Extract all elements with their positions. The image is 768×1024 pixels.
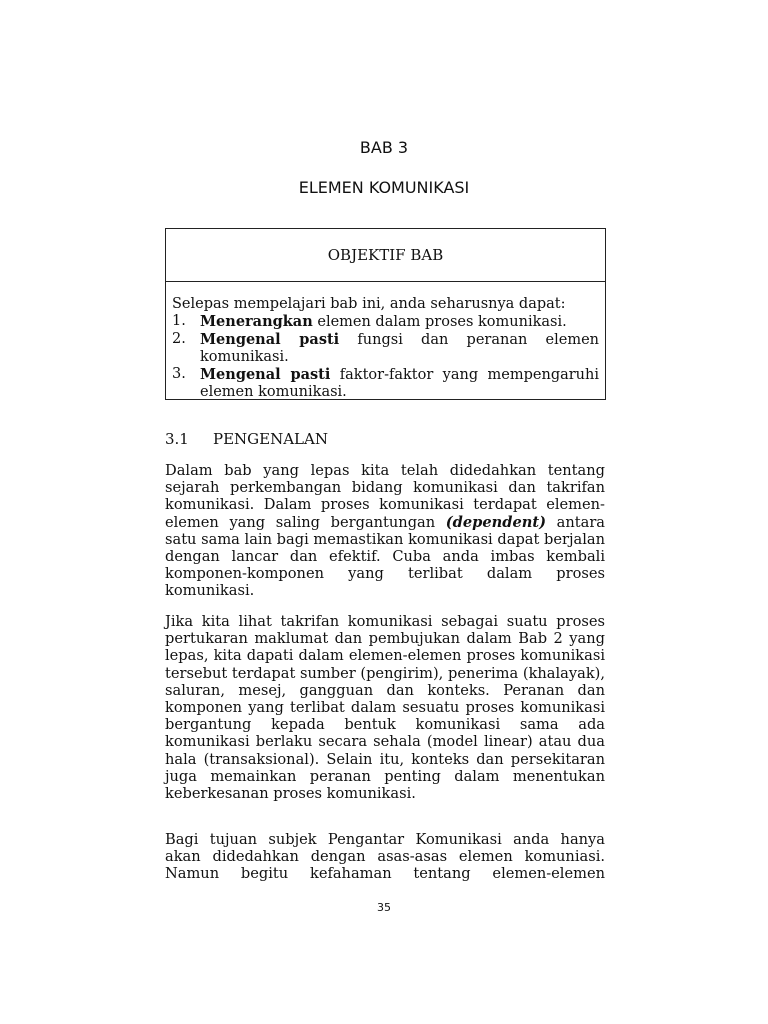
objectives-intro: Selepas mempelajari bab ini, anda seharusnya dapat: (172, 296, 566, 312)
objectives-box (165, 228, 606, 400)
section-heading (165, 430, 328, 448)
objective-verb: Mengenal pasti (200, 366, 331, 383)
chapter-title: ELEMEN KOMUNIKASI (298, 178, 470, 197)
objectives-list (172, 313, 599, 401)
objective-number: 3. (172, 366, 186, 382)
objective-number: 1. (172, 313, 186, 329)
section-title: PENGENALAN (213, 430, 328, 448)
objective-text (200, 313, 599, 331)
objective-item (172, 313, 599, 331)
objective-verb: Mengenal pasti (200, 331, 340, 348)
objective-rest: fungsi dan peranan elemen komunikasi. (200, 332, 599, 365)
paragraph-1-part-b: antara satu sama lain bagi memastikan komunikasi dapat berjalan dengan lancar dan efektif. Cuba anda imbas kembali komponen-komponen yang terlibat dalam proses komunikasi. (165, 513, 605, 600)
objective-verb: Menerangkan (200, 313, 313, 330)
paragraph-1-emphasis: (dependent) (445, 513, 547, 531)
objective-number: 2. (172, 331, 186, 347)
objective-rest: faktor-faktor yang mempengaruhi elemen komunikasi. (200, 367, 599, 400)
objective-text (200, 331, 599, 366)
paragraph-3: Bagi tujuan subjek Pengantar Komunikasi anda hanya akan didedahkan dengan asas-asas elemen komuniasi. Namun begitu kefahaman tentang elemen-elemen (165, 831, 605, 883)
objectives-body (166, 282, 605, 401)
paragraph-2: Jika kita lihat takrifan komunikasi sebagai suatu proses pertukaran maklumat dan pembujukan dalam Bab 2 yang lepas, kita dapati dalam elemen-elemen proses komunikasi tersebut terdapat sumber (pengirim), penerima (khalayak), saluran, mesej, gangguan dan konteks. Peranan dan komponen yang terlibat dalam sesuatu proses komunikasi bergantung kepada bentuk komunikasi sama ada komunikasi berlaku secara sehala (model linear) atau dua hala (transaksional). Selain itu, konteks dan persekitaran juga memainkan peranan penting dalam menentukan keberkesanan proses komunikasi. (165, 613, 605, 803)
objectives-heading: OBJEKTIF BAB (166, 229, 605, 282)
objective-item (172, 331, 599, 366)
paragraph-1 (165, 462, 605, 600)
objective-item (172, 366, 599, 401)
paragraph-1-part-a: Dalam bab yang lepas kita telah didedahkan tentang sejarah perkembangan bidang komunikasi dan takrifan komunikasi. Dalam proses komunikasi terdapat elemen-elemen yang saling bergantungan (165, 462, 605, 531)
chapter-label: BAB 3 (359, 138, 409, 157)
objective-text (200, 366, 599, 401)
page-number: 35 (377, 901, 391, 914)
section-number: 3.1 (165, 430, 189, 448)
objective-rest: elemen dalam proses komunikasi. (312, 314, 567, 330)
